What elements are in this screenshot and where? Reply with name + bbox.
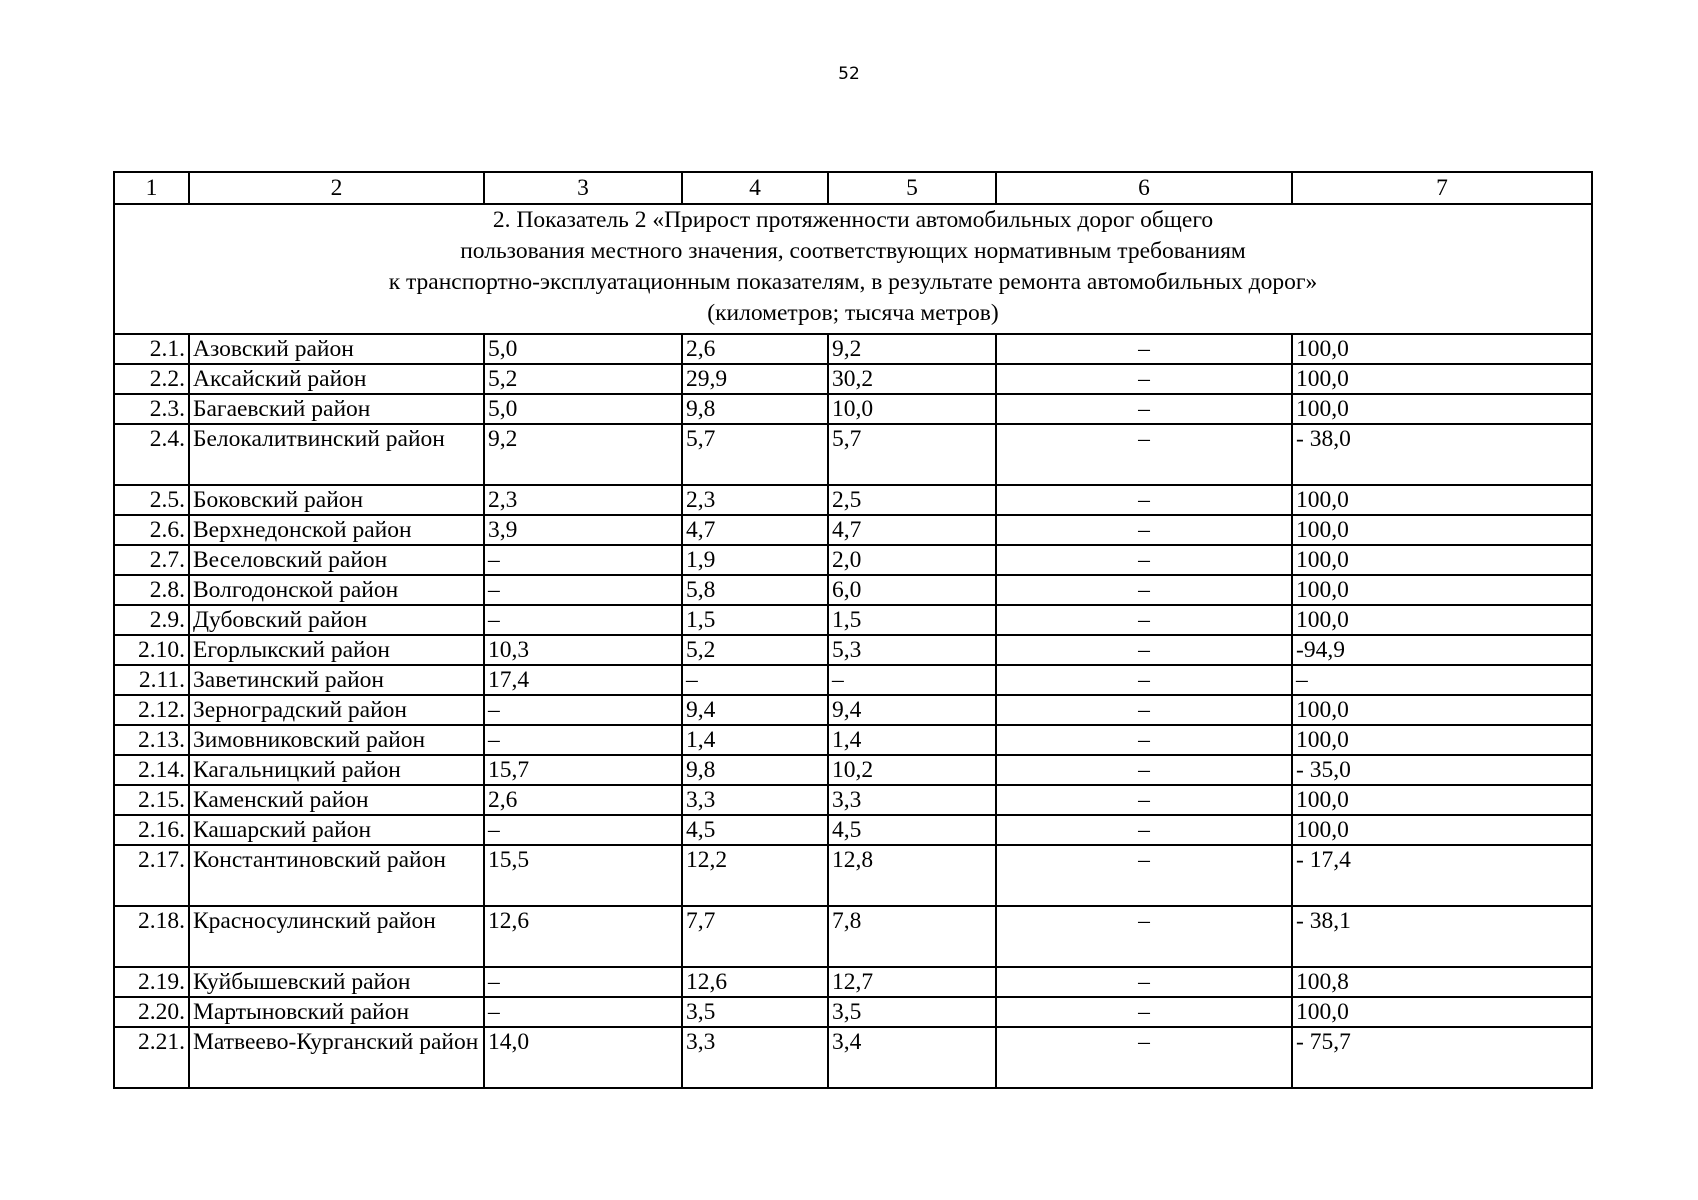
value-col4: 3,5 — [682, 997, 828, 1027]
value-col7: - 35,0 — [1292, 755, 1592, 785]
value-col3: 10,3 — [484, 635, 682, 665]
value-col6: – — [996, 815, 1292, 845]
value-col4: 12,6 — [682, 967, 828, 997]
table-row — [114, 424, 1592, 485]
district-name: Веселовский район — [189, 545, 484, 575]
value-col6: – — [996, 575, 1292, 605]
value-col5: 3,5 — [828, 997, 996, 1027]
value-col4: 7,7 — [682, 906, 828, 967]
value-col5: 1,4 — [828, 725, 996, 755]
table-row — [114, 725, 1592, 755]
value-col5: 1,5 — [828, 605, 996, 635]
value-col5: 9,4 — [828, 695, 996, 725]
header-cell-3: 3 — [484, 172, 682, 204]
district-name: Каменский район — [189, 785, 484, 815]
value-col3: – — [484, 605, 682, 635]
section-title-line: пользования местного значения, соответствующих нормативным требованиям — [460, 238, 1246, 264]
value-col7: 100,0 — [1292, 785, 1592, 815]
value-col4: 5,8 — [682, 575, 828, 605]
district-name: Заветинский район — [189, 665, 484, 695]
district-name: Волгодонской район — [189, 575, 484, 605]
value-col7: -94,9 — [1292, 635, 1592, 665]
value-col7: 100,8 — [1292, 967, 1592, 997]
table-row — [114, 906, 1592, 967]
table-row — [114, 845, 1592, 906]
page-number: 52 — [838, 64, 860, 84]
district-name: Мартыновский район — [189, 997, 484, 1027]
value-col3: – — [484, 815, 682, 845]
value-col5: 10,0 — [828, 394, 996, 424]
table-row — [114, 695, 1592, 725]
value-col6: – — [996, 635, 1292, 665]
value-col7: 100,0 — [1292, 334, 1592, 364]
value-col5: 4,7 — [828, 515, 996, 545]
value-col3: 3,9 — [484, 515, 682, 545]
value-col3: 5,0 — [484, 394, 682, 424]
value-col5: 6,0 — [828, 575, 996, 605]
value-col4: 3,3 — [682, 785, 828, 815]
value-col5: 5,7 — [828, 424, 996, 485]
header-cell-2: 2 — [189, 172, 484, 204]
table-row — [114, 635, 1592, 665]
value-col4: 9,4 — [682, 695, 828, 725]
value-col6: – — [996, 845, 1292, 906]
value-col6: – — [996, 665, 1292, 695]
data-table — [113, 171, 1593, 1089]
header-cell-5: 5 — [828, 172, 996, 204]
row-number: 2.18. — [114, 906, 189, 967]
district-name: Кашарский район — [189, 815, 484, 845]
row-number: 2.12. — [114, 695, 189, 725]
value-col4: 1,5 — [682, 605, 828, 635]
row-number: 2.1. — [114, 334, 189, 364]
value-col6: – — [996, 755, 1292, 785]
table-row — [114, 967, 1592, 997]
value-col7: 100,0 — [1292, 394, 1592, 424]
value-col7: 100,0 — [1292, 725, 1592, 755]
value-col5: 3,3 — [828, 785, 996, 815]
value-col5: – — [828, 665, 996, 695]
district-name: Куйбышевский район — [189, 967, 484, 997]
section-title-line: 2. Показатель 2 «Прирост протяженности автомобильных дорог общего — [492, 207, 1214, 233]
row-number: 2.14. — [114, 755, 189, 785]
header-cell-6: 6 — [996, 172, 1292, 204]
value-col5: 4,5 — [828, 815, 996, 845]
value-col5: 9,2 — [828, 334, 996, 364]
table-row — [114, 997, 1592, 1027]
value-col7: 100,0 — [1292, 485, 1592, 515]
row-number: 2.8. — [114, 575, 189, 605]
value-col4: 4,5 — [682, 815, 828, 845]
table-row — [114, 755, 1592, 785]
district-name: Дубовский район — [189, 605, 484, 635]
table-row — [114, 575, 1592, 605]
table-row — [114, 515, 1592, 545]
value-col4: 5,7 — [682, 424, 828, 485]
district-name: Белокалитвинский район — [189, 424, 484, 485]
table-row — [114, 334, 1592, 364]
value-col3: 2,3 — [484, 485, 682, 515]
table-row — [114, 815, 1592, 845]
table-row — [114, 545, 1592, 575]
value-col6: – — [996, 545, 1292, 575]
row-number: 2.21. — [114, 1027, 189, 1088]
value-col5: 7,8 — [828, 906, 996, 967]
value-col4: 29,9 — [682, 364, 828, 394]
value-col3: 5,2 — [484, 364, 682, 394]
row-number: 2.6. — [114, 515, 189, 545]
value-col6: – — [996, 605, 1292, 635]
value-col4: 12,2 — [682, 845, 828, 906]
value-col4: 3,3 — [682, 1027, 828, 1088]
row-number: 2.2. — [114, 364, 189, 394]
district-name: Егорлыкский район — [189, 635, 484, 665]
value-col6: – — [996, 485, 1292, 515]
value-col7: - 38,0 — [1292, 424, 1592, 485]
value-col5: 10,2 — [828, 755, 996, 785]
value-col7: 100,0 — [1292, 815, 1592, 845]
value-col6: – — [996, 334, 1292, 364]
value-col7: - 38,1 — [1292, 906, 1592, 967]
value-col3: 2,6 — [484, 785, 682, 815]
row-number: 2.17. — [114, 845, 189, 906]
value-col6: – — [996, 424, 1292, 485]
value-col5: 2,0 — [828, 545, 996, 575]
header-cell-4: 4 — [682, 172, 828, 204]
value-col3: 17,4 — [484, 665, 682, 695]
value-col6: – — [996, 725, 1292, 755]
row-number: 2.13. — [114, 725, 189, 755]
value-col6: – — [996, 967, 1292, 997]
row-number: 2.16. — [114, 815, 189, 845]
district-name: Красносулинский район — [189, 906, 484, 967]
value-col3: – — [484, 545, 682, 575]
value-col7: 100,0 — [1292, 545, 1592, 575]
value-col4: 1,4 — [682, 725, 828, 755]
district-name: Константиновский район — [189, 845, 484, 906]
row-number: 2.15. — [114, 785, 189, 815]
district-name: Кагальницкий район — [189, 755, 484, 785]
value-col6: – — [996, 785, 1292, 815]
value-col6: – — [996, 515, 1292, 545]
value-col7: – — [1292, 665, 1592, 695]
district-name: Багаевский район — [189, 394, 484, 424]
district-name: Боковский район — [189, 485, 484, 515]
district-name: Аксайский район — [189, 364, 484, 394]
value-col3: 9,2 — [484, 424, 682, 485]
value-col7: 100,0 — [1292, 364, 1592, 394]
value-col3: – — [484, 967, 682, 997]
table-row — [114, 665, 1592, 695]
value-col6: – — [996, 997, 1292, 1027]
district-name: Зимовниковский район — [189, 725, 484, 755]
value-col3: 14,0 — [484, 1027, 682, 1088]
value-col7: 100,0 — [1292, 515, 1592, 545]
value-col4: 1,9 — [682, 545, 828, 575]
value-col5: 12,7 — [828, 967, 996, 997]
district-name: Азовский район — [189, 334, 484, 364]
value-col3: – — [484, 575, 682, 605]
value-col6: – — [996, 394, 1292, 424]
table-row — [114, 785, 1592, 815]
value-col6: – — [996, 364, 1292, 394]
value-col7: 100,0 — [1292, 605, 1592, 635]
district-name: Верхнедонской район — [189, 515, 484, 545]
value-col5: 12,8 — [828, 845, 996, 906]
value-col4: – — [682, 665, 828, 695]
value-col7: 100,0 — [1292, 997, 1592, 1027]
table-row — [114, 394, 1592, 424]
row-number: 2.9. — [114, 605, 189, 635]
value-col4: 2,3 — [682, 485, 828, 515]
table-row — [114, 485, 1592, 515]
section-title-line: (километров; тысяча метров) — [707, 300, 999, 326]
value-col7: - 17,4 — [1292, 845, 1592, 906]
row-number: 2.19. — [114, 967, 189, 997]
value-col3: – — [484, 997, 682, 1027]
row-number: 2.11. — [114, 665, 189, 695]
value-col3: – — [484, 695, 682, 725]
district-name: Матвеево-Курганский район — [189, 1027, 484, 1088]
value-col3: 15,7 — [484, 755, 682, 785]
value-col5: 5,3 — [828, 635, 996, 665]
value-col7: 100,0 — [1292, 575, 1592, 605]
value-col7: - 75,7 — [1292, 1027, 1592, 1088]
table-row — [114, 1027, 1592, 1088]
value-col4: 9,8 — [682, 755, 828, 785]
value-col7: 100,0 — [1292, 695, 1592, 725]
value-col3: 15,5 — [484, 845, 682, 906]
row-number: 2.5. — [114, 485, 189, 515]
row-number: 2.20. — [114, 997, 189, 1027]
value-col5: 3,4 — [828, 1027, 996, 1088]
value-col6: – — [996, 1027, 1292, 1088]
section-title-row — [114, 204, 1592, 334]
value-col3: 5,0 — [484, 334, 682, 364]
value-col6: – — [996, 695, 1292, 725]
section-title-line: к транспортно-эксплуатационным показателям, в результате ремонта автомобильных дорог» — [388, 269, 1318, 295]
header-cell-1: 1 — [114, 172, 189, 204]
table-row — [114, 605, 1592, 635]
header-row — [114, 172, 1592, 204]
value-col4: 9,8 — [682, 394, 828, 424]
row-number: 2.4. — [114, 424, 189, 485]
section-title — [114, 204, 1592, 334]
table-row — [114, 364, 1592, 394]
value-col5: 30,2 — [828, 364, 996, 394]
header-cell-7: 7 — [1292, 172, 1592, 204]
value-col6: – — [996, 906, 1292, 967]
row-number: 2.3. — [114, 394, 189, 424]
value-col4: 5,2 — [682, 635, 828, 665]
value-col4: 2,6 — [682, 334, 828, 364]
district-name: Зерноградский район — [189, 695, 484, 725]
row-number: 2.10. — [114, 635, 189, 665]
value-col3: – — [484, 725, 682, 755]
value-col3: 12,6 — [484, 906, 682, 967]
value-col5: 2,5 — [828, 485, 996, 515]
value-col4: 4,7 — [682, 515, 828, 545]
row-number: 2.7. — [114, 545, 189, 575]
